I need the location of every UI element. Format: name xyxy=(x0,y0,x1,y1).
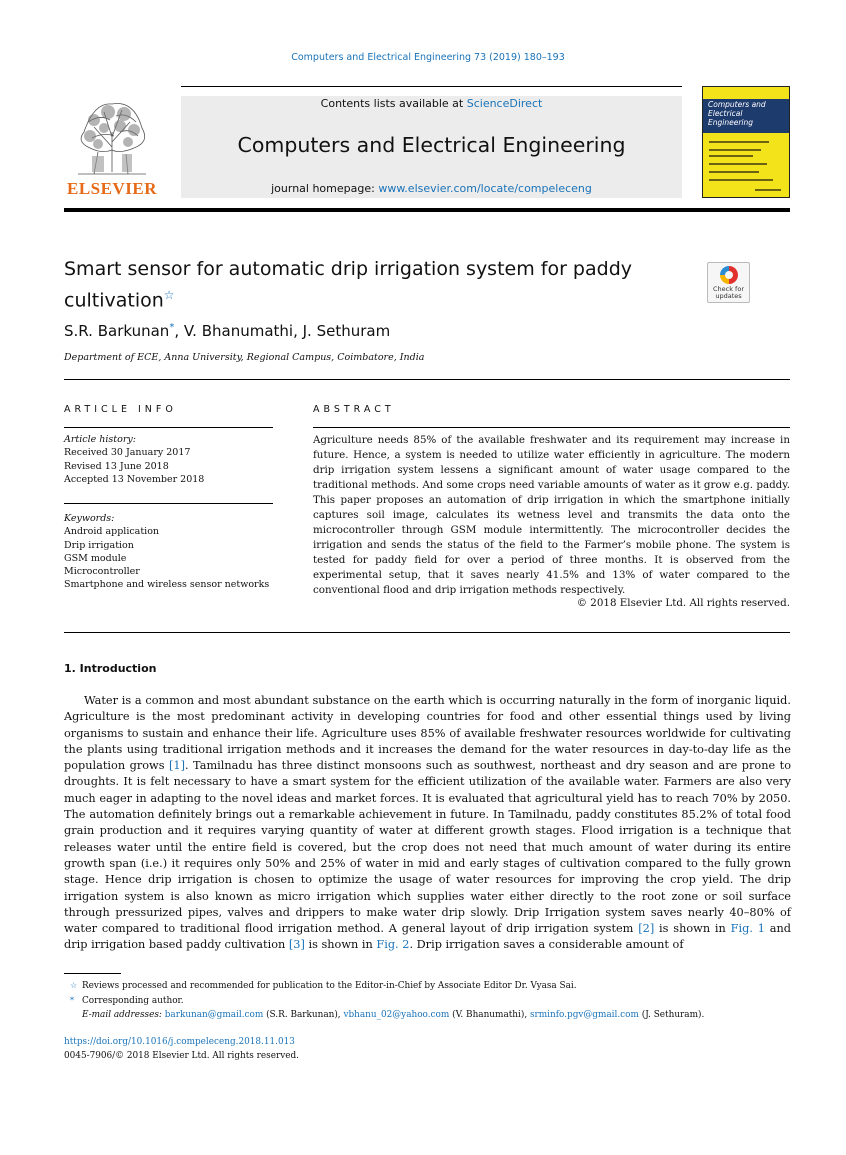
journal-citation-link[interactable]: Computers and Electrical Engineering 73 (2019) 180–193 xyxy=(291,52,565,63)
divider xyxy=(64,379,790,380)
ref-link-2[interactable]: [2] xyxy=(638,922,655,936)
check-updates-line2: updates xyxy=(715,292,742,300)
issn-copyright: 0045-7906/© 2018 Elsevier Ltd. All rights reserved. xyxy=(64,1051,299,1061)
journal-homepage-line xyxy=(181,182,682,195)
footnote-emails xyxy=(64,1008,791,1023)
divider xyxy=(64,427,273,428)
history-revised: Revised 13 June 2018 xyxy=(64,460,169,472)
footnote-corr-mark: * xyxy=(70,995,74,1005)
intro-text-segment: Water is a common and most abundant substance on the earth which is occurring naturally in the form of inorganic liquid. Agriculture is the most predominant activity in developing countries for food and other essential things used by living organisms to sustain and enhance their life. Agriculture uses 85% of available freshwater resources worldwide for cultivating the plants using traditional irrigation methods and it increases the demand for the water resources in day-to-day life as the population grows xyxy=(64,694,791,773)
intro-text-segment: is shown in xyxy=(654,922,731,936)
doi-block xyxy=(64,1035,299,1063)
history-label: Article history: xyxy=(64,434,136,445)
journal-cover-thumbnail xyxy=(702,86,790,198)
intro-text-segment: is shown in xyxy=(304,938,377,952)
ref-link-3[interactable]: [3] xyxy=(288,938,305,952)
email-owner: (S.R. Barkunan), xyxy=(263,1010,344,1020)
email-owner: (J. Sethuram). xyxy=(638,1010,705,1020)
author-affiliation: Department of ECE, Anna University, Regional Campus, Coimbatore, India xyxy=(64,352,425,363)
intro-text-segment: and drip irrigation based paddy cultivation xyxy=(64,922,791,952)
ref-link-1[interactable]: [1] xyxy=(168,759,185,773)
check-for-updates-button[interactable] xyxy=(707,262,750,303)
divider xyxy=(313,427,790,428)
keywords-label: Keywords: xyxy=(64,513,115,524)
journal-homepage-link[interactable]: www.elsevier.com/locate/compeleceng xyxy=(378,182,592,195)
intro-text-segment: . Tamilnadu has three distinct monsoons such as southwest, northeast and dry season and are prone to droughts. It is felt necessary to have a smart system for the efficient utilization of the available water. Farmers are also very much eager in adapting to the novel ideas and market forces. It is evaluated that agricultural yield has to reach 70% by 2050. The automation definitely brings out a remarkable achievement in future. In Tamilnadu, paddy constitutes 85.2% of total food grain production and it requires varying quantity of water at different growth stages. Flood irrigation is a technique that releases water until the entire field is covered, but the crop does not need that much amount of water during its entire growth span (i.e.) it requires only 50% and 25% of water in mid and early stages of cultivation compared to the fully grown stage. Hence drip irrigation is chosen to optimize the usage of water resources for improving the crop yield. The drip irrigation system is also known as micro irrigation which supplies water either directly to the root zone or soil surface through pressurized pipes, valves and drippers to make water drip slowly. Drip Irrigation system saves nearly 40–80% of water compared to traditional flood irrigation method. A general layout of drip irrigation system xyxy=(64,759,791,936)
check-updates-line1: Check for xyxy=(713,285,744,293)
cover-text-line xyxy=(709,163,767,165)
author-list xyxy=(64,322,390,340)
intro-text-segment: . Drip irrigation saves a considerable amount of xyxy=(409,938,684,952)
fig-link-1[interactable]: Fig. 1 xyxy=(730,922,765,936)
keyword-item: Drip irrigation xyxy=(64,539,134,551)
article-title-line1: Smart sensor for automatic drip irrigation system for paddy xyxy=(64,258,633,280)
cover-text-line xyxy=(709,171,759,173)
introduction-paragraph xyxy=(64,693,791,954)
cover-title xyxy=(708,100,788,127)
fig-link-2[interactable]: Fig. 2 xyxy=(376,938,410,952)
author-barkunan[interactable]: S.R. Barkunan xyxy=(64,322,170,340)
email-link-bhanumathi[interactable]: vbhanu_02@yahoo.com xyxy=(343,1010,450,1020)
cover-text-line xyxy=(709,155,753,157)
footnote-corresponding xyxy=(64,994,791,1009)
email-label: E-mail addresses: xyxy=(82,1010,165,1020)
article-title xyxy=(64,256,684,313)
footnote-rule xyxy=(64,973,121,974)
abstract-heading: ABSTRACT xyxy=(313,404,395,415)
email-owner: (V. Bhanumathi), xyxy=(449,1010,530,1020)
email-link-barkunan[interactable]: barkunan@gmail.com xyxy=(164,1010,264,1020)
email-link-sethuram[interactable]: srminfo.pgv@gmail.com xyxy=(529,1010,639,1020)
header-top-rule xyxy=(181,86,682,87)
history-accepted: Accepted 13 November 2018 xyxy=(64,473,205,485)
footnotes xyxy=(64,979,791,1023)
footnote-corr-text: Corresponding author. xyxy=(82,995,184,1006)
cover-text-line xyxy=(709,141,769,143)
keyword-item: Smartphone and wireless sensor networks xyxy=(64,579,270,591)
title-footnote-mark[interactable]: ☆ xyxy=(163,288,175,302)
contents-available-line xyxy=(181,97,682,110)
keyword-item: GSM module xyxy=(64,552,127,564)
article-history xyxy=(64,433,274,486)
footnote-review-text: Reviews processed and recommended for publication to the Editor-in-Chief by Associate Editor Dr. Vyasa Sai. xyxy=(82,981,577,991)
keywords-list xyxy=(64,512,274,592)
footnote-star-mark: ☆ xyxy=(70,981,78,990)
keyword-item: Microcontroller xyxy=(64,566,140,578)
cover-text-line xyxy=(709,149,761,151)
article-title-line2: cultivation xyxy=(64,289,164,312)
contents-prefix: Contents lists available at xyxy=(320,97,467,110)
cover-text-line xyxy=(709,179,773,181)
abstract-copyright: © 2018 Elsevier Ltd. All rights reserved. xyxy=(576,597,790,609)
check-updates-label xyxy=(708,286,749,300)
journal-title: Computers and Electrical Engineering xyxy=(237,133,626,157)
sciencedirect-link[interactable]: ScienceDirect xyxy=(466,97,543,110)
history-received: Received 30 January 2017 xyxy=(64,447,191,459)
abstract-text: Agriculture needs 85% of the available freshwater and its requirement may increase in future. Hence, a system is needed to utilize water efficiently in agriculture. The modern drip irrigation system lessens a significant amount of water usage compared to the traditional methods. And some crops need variable amounts of water as it grow e.g. paddy. This paper proposes an automation of drip irrigation in which the smartphone initially captures soil image, calculates its wetness level and transmits the data onto the microcontroller through GSM module intermittently. The microcontroller decides the irrigation and sends the status of the field to the Farmer’s mobile phone. The system is tested for paddy field for over a period of three months. It is observed from the experimental setup, that it saves nearly 41.5% and 13% of water compared to the conventional flood and drip irrigation methods respectively. xyxy=(313,434,790,596)
divider xyxy=(64,632,790,633)
footnote-review xyxy=(64,979,791,994)
cover-text-line xyxy=(755,189,781,191)
crossmark-icon xyxy=(720,266,738,284)
homepage-prefix: journal homepage: xyxy=(271,182,379,195)
divider xyxy=(64,503,273,504)
corresponding-author-mark[interactable]: * xyxy=(169,322,175,333)
introduction-heading: 1. Introduction xyxy=(64,662,157,675)
article-info-heading: ARTICLE INFO xyxy=(64,404,177,415)
elsevier-wordmark: ELSEVIER xyxy=(67,179,157,198)
doi-link[interactable]: https://doi.org/10.1016/j.compeleceng.2018.11.013 xyxy=(64,1037,295,1047)
cover-title-line2: Electrical Engineering xyxy=(708,109,753,127)
other-authors: , V. Bhanumathi, J. Sethuram xyxy=(174,322,391,340)
cover-title-line1: Computers and xyxy=(708,100,766,109)
keyword-item: Android application xyxy=(64,526,160,538)
header-thick-rule xyxy=(64,208,790,212)
